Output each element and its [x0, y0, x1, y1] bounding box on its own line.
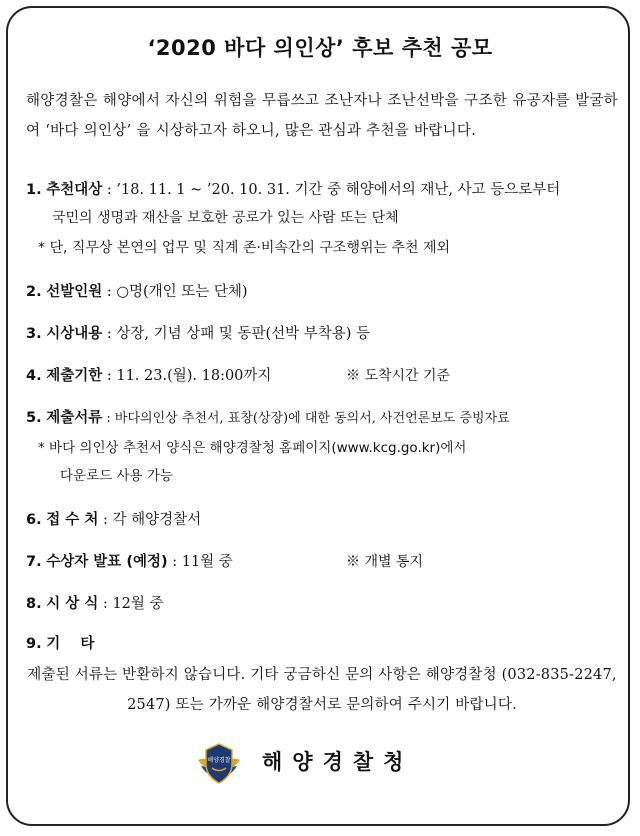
item-text: : ’18. 11. 1 ~ ’20. 10. 31. 기간 중 해양에서의 재난, 사고 등으로부터 — [102, 182, 561, 198]
closing-paragraph: 제출된 서류는 반환하지 않습니다. 기타 궁금하신 문의 사항은 해양경찰청 (032-835-2247, 2547) 또는 가까운 해양경찰서로 문의하여 주시기 바랍니다. — [27, 667, 617, 713]
item-text: : ○명(개인 또는 단체) — [102, 284, 248, 300]
item-announcement — [26, 548, 626, 576]
item-label: 제출기한 — [46, 368, 103, 384]
item-continuation: 국민의 생명과 재산을 보호한 공로가 있는 사람 또는 단체 — [52, 210, 399, 226]
item-text: : 상장, 기념 상패 및 동판(선박 부착용) 등 — [102, 326, 371, 342]
announcement-remark: ※ 개별 통지 — [346, 554, 423, 570]
item-footnote: * 바다 의인상 추천서 양식은 해양경찰청 홈페이지(www.kcg.go.kr)에서 — [38, 440, 467, 456]
item-label: 선발인원 — [46, 284, 103, 300]
item-label: 수상자 발표 (예정) — [46, 554, 168, 570]
coast-guard-emblem-icon — [196, 740, 242, 786]
footer — [0, 736, 640, 790]
item-documents — [26, 404, 626, 433]
deadline-remark: ※ 도착시간 기준 — [346, 368, 451, 384]
item-deadline — [26, 362, 626, 390]
intro-paragraph: 해양경찰은 해양에서 자신의 위험을 무릅쓰고 조난자나 조난선박을 구조한 유공자를 발굴하여 ‘바다 의인상’ 을 시상하고자 하오니, 많은 관심과 추천을 바랍니다. — [26, 93, 618, 139]
item-number: 8. — [26, 596, 42, 612]
item-footnote-continuation: 다운로드 사용 가능 — [60, 468, 173, 484]
item-label: 접 수 처 — [46, 512, 99, 528]
item-text: : 바다의인상 추천서, 표창(상장)에 대한 동의서, 사건언론보도 증빙자료 — [102, 411, 510, 426]
item-award-contents — [26, 320, 626, 348]
item-reception — [26, 506, 626, 534]
item-number: 7. — [26, 554, 42, 570]
item-text: : 12월 중 — [98, 596, 164, 612]
svg-text:해양경찰: 해양경찰 — [207, 757, 231, 764]
item-label: 기 타 — [46, 636, 95, 652]
item-label: 시 상 식 — [46, 596, 99, 612]
item-label: 추천대상 — [46, 182, 103, 198]
item-number: 6. — [26, 512, 42, 528]
item-number: 4. — [26, 368, 42, 384]
item-label: 제출서류 — [46, 410, 103, 426]
item-selection-count — [26, 278, 626, 306]
item-number: 1. — [26, 182, 42, 198]
item-footnote: * 단, 직무상 본연의 업무 및 직계 존·비속간의 구조행위는 추천 제외 — [38, 240, 451, 256]
item-number: 9. — [26, 636, 42, 652]
item-recommendation-target — [26, 176, 626, 204]
item-text: : 11. 23.(월). 18:00까지 — [102, 368, 272, 384]
item-number: 5. — [26, 410, 42, 426]
item-number: 3. — [26, 326, 42, 342]
item-text: : 11월 중 — [167, 554, 233, 570]
item-label: 시상내용 — [46, 326, 103, 342]
organization-name: 해양경찰청 — [262, 749, 414, 774]
item-ceremony — [26, 590, 626, 618]
item-text: : 각 해양경찰서 — [98, 512, 202, 528]
item-number: 2. — [26, 284, 42, 300]
page-title: ‘2020 바다 의인상’ 후보 추천 공모 — [147, 36, 493, 60]
item-other — [26, 630, 626, 658]
